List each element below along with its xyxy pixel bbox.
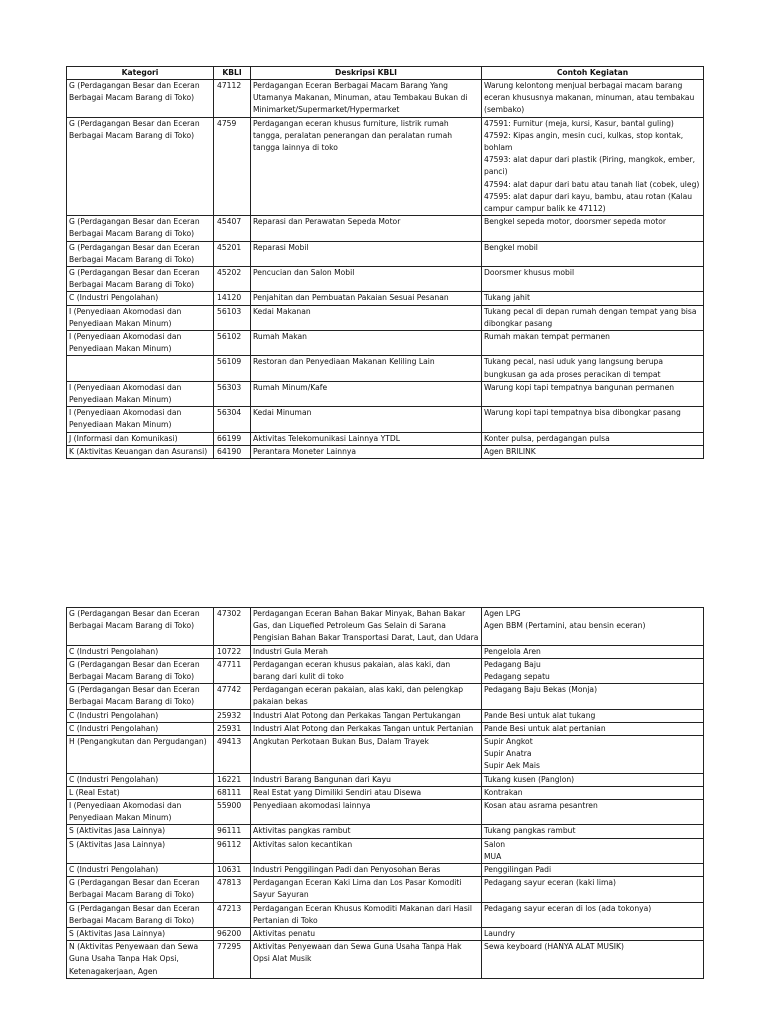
cell-kategori: I (Penyediaan Akomodasi dan Penyediaan Makan Minum) <box>67 305 214 330</box>
table-row <box>67 117 704 216</box>
cell-deskripsi: Perdagangan eceran pakaian, alas kaki, dan pelengkap pakaian bekas <box>251 684 482 709</box>
cell-kategori: I (Penyediaan Akomodasi dan Penyediaan Makan Minum) <box>67 331 214 356</box>
contoh-line: Pedagang sayur eceran (kaki lima) <box>484 878 616 888</box>
cell-kbli: 25932 <box>214 709 251 722</box>
header-contoh: Contoh Kegiatan <box>482 67 704 80</box>
cell-kbli: 4759 <box>214 117 251 216</box>
cell-kategori: L (Real Estat) <box>67 786 214 799</box>
cell-kbli: 47213 <box>214 902 251 927</box>
table-row <box>67 445 704 458</box>
contoh-line: 47595: alat dapur dari kayu, bambu, atau rotan (Kalau campur campur balik ke 47112) <box>484 191 693 214</box>
cell-kbli: 56304 <box>214 407 251 432</box>
table-row <box>67 381 704 406</box>
cell-kategori: H (Pengangkutan dan Pergudangan) <box>67 736 214 774</box>
cell-kategori: K (Aktivitas Keuangan dan Asuransi) <box>67 445 214 458</box>
contoh-line: Rumah makan tempat permanen <box>484 332 610 342</box>
header-kategori: Kategori <box>67 67 214 80</box>
contoh-line: Bengkel sepeda motor, doorsmer sepeda motor <box>484 217 667 227</box>
table-row <box>67 709 704 722</box>
cell-deskripsi: Perdagangan eceran khusus pakaian, alas kaki, dan barang dari kulit di toko <box>251 658 482 683</box>
table-row <box>67 928 704 941</box>
cell-kategori: G (Perdagangan Besar dan Eceran Berbagai Macam Barang di Toko) <box>67 267 214 292</box>
contoh-line: Pengelola Aren <box>484 646 541 656</box>
cell-kbli: 96200 <box>214 928 251 941</box>
cell-kbli: 47813 <box>214 877 251 902</box>
cell-kbli: 55900 <box>214 800 251 825</box>
cell-contoh <box>482 445 704 458</box>
contoh-line: Supir Angkot <box>484 737 533 747</box>
cell-contoh <box>482 941 704 979</box>
cell-kategori: G (Perdagangan Besar dan Eceran Berbagai Macam Barang di Toko) <box>67 658 214 683</box>
cell-kbli: 96112 <box>214 838 251 863</box>
cell-contoh <box>482 825 704 838</box>
cell-kbli: 47302 <box>214 608 251 646</box>
contoh-line: 47591: Furnitur (meja, kursi, Kasur, bantal guling) <box>484 118 674 128</box>
contoh-line: 47592: Kipas angin, mesin cuci, kulkas, stop kontak, bohlam <box>484 130 684 153</box>
cell-kategori: C (Industri Pengolahan) <box>67 645 214 658</box>
contoh-line: Warung kelontong menjual berbagai macam barang eceran khususnya makanan, minuman, atau tembakau (sembako) <box>484 81 695 115</box>
contoh-line: Supir Aek Mais <box>484 761 540 771</box>
cell-deskripsi: Reparasi dan Perawatan Sepeda Motor <box>251 216 482 241</box>
table-row <box>67 267 704 292</box>
cell-kategori: I (Penyediaan Akomodasi dan Penyediaan Makan Minum) <box>67 800 214 825</box>
table-row <box>67 80 704 118</box>
header-kbli: KBLI <box>214 67 251 80</box>
cell-kbli: 47112 <box>214 80 251 118</box>
table-row <box>67 216 704 241</box>
cell-kategori: G (Perdagangan Besar dan Eceran Berbagai Macam Barang di Toko) <box>67 684 214 709</box>
contoh-line: Salon <box>484 839 506 849</box>
contoh-line: Laundry <box>484 929 515 939</box>
cell-deskripsi: Penyediaan akomodasi lainnya <box>251 800 482 825</box>
table-row <box>67 356 704 381</box>
cell-kbli: 77295 <box>214 941 251 979</box>
contoh-line: Warung kopi tapi tempatnya bisa dibongkar pasang <box>484 408 681 418</box>
cell-contoh <box>482 736 704 774</box>
table-row <box>67 407 704 432</box>
cell-contoh <box>482 773 704 786</box>
contoh-line: Tukang kusen (Panglon) <box>484 774 575 784</box>
cell-contoh <box>482 645 704 658</box>
table-row <box>67 941 704 979</box>
cell-kategori: J (Informasi dan Komunikasi) <box>67 432 214 445</box>
cell-deskripsi: Perdagangan Eceran Berbagai Macam Barang Yang Utamanya Makanan, Minuman, atau Tembakau Bukan di Minimarket/Supermarket/Hypermarket <box>251 80 482 118</box>
cell-contoh <box>482 838 704 863</box>
contoh-line: Pedagang Baju Bekas (Monja) <box>484 685 598 695</box>
table-row <box>67 773 704 786</box>
table-row <box>67 645 704 658</box>
cell-contoh <box>482 684 704 709</box>
cell-kategori: I (Penyediaan Akomodasi dan Penyediaan Makan Minum) <box>67 407 214 432</box>
table-row <box>67 292 704 305</box>
cell-contoh <box>482 608 704 646</box>
cell-kategori: S (Aktivitas Jasa Lainnya) <box>67 825 214 838</box>
contoh-line: 47593: alat dapur dari plastik (Piring, mangkok, ember, panci) <box>484 155 696 177</box>
contoh-line: Warung kopi tapi tempatnya bangunan permanen <box>484 382 675 392</box>
table-row <box>67 658 704 683</box>
cell-deskripsi: Rumah Minum/Kafe <box>251 381 482 406</box>
cell-contoh <box>482 117 704 216</box>
table-row <box>67 432 704 445</box>
cell-kbli: 56103 <box>214 305 251 330</box>
cell-kbli: 56102 <box>214 331 251 356</box>
cell-kategori: G (Perdagangan Besar dan Eceran Berbagai Macam Barang di Toko) <box>67 902 214 927</box>
cell-kategori: S (Aktivitas Jasa Lainnya) <box>67 928 214 941</box>
cell-deskripsi: Penjahitan dan Pembuatan Pakaian Sesuai Pesanan <box>251 292 482 305</box>
table-row <box>67 736 704 774</box>
cell-kbli: 14120 <box>214 292 251 305</box>
contoh-line: Tukang pecal di depan rumah dengan tempat yang bisa dibongkar pasang <box>484 306 697 328</box>
cell-kategori: C (Industri Pengolahan) <box>67 722 214 735</box>
contoh-line: Pedagang sayur eceran di los (ada tokonya) <box>484 903 652 913</box>
cell-kategori: G (Perdagangan Besar dan Eceran Berbagai Macam Barang di Toko) <box>67 241 214 266</box>
cell-deskripsi: Perdagangan Eceran Kaki Lima dan Los Pasar Komoditi Sayur Sayuran <box>251 877 482 902</box>
cell-kategori: N (Aktivitas Penyewaan dan Sewa Guna Usaha Tanpa Hak Opsi, Ketenagakerjaan, Agen <box>67 941 214 979</box>
table-row <box>67 877 704 902</box>
table-row <box>67 608 704 646</box>
cell-contoh <box>482 658 704 683</box>
cell-kategori: C (Industri Pengolahan) <box>67 773 214 786</box>
cell-deskripsi: Angkutan Perkotaan Bukan Bus, Dalam Trayek <box>251 736 482 774</box>
cell-contoh <box>482 292 704 305</box>
cell-kbli: 25931 <box>214 722 251 735</box>
cell-contoh <box>482 709 704 722</box>
cell-contoh <box>482 864 704 877</box>
cell-deskripsi: Aktivitas Penyewaan dan Sewa Guna Usaha Tanpa Hak Opsi Alat Musik <box>251 941 482 979</box>
cell-kbli: 45201 <box>214 241 251 266</box>
contoh-line: Penggilingan Padi <box>484 865 552 875</box>
cell-deskripsi: Rumah Makan <box>251 331 482 356</box>
contoh-line: Konter pulsa, perdagangan pulsa <box>484 433 610 443</box>
cell-kategori: G (Perdagangan Besar dan Eceran Berbagai Macam Barang di Toko) <box>67 608 214 646</box>
cell-contoh <box>482 216 704 241</box>
contoh-line: Doorsmer khusus mobil <box>484 268 575 278</box>
table-row <box>67 305 704 330</box>
cell-kategori: S (Aktivitas Jasa Lainnya) <box>67 838 214 863</box>
table-row <box>67 800 704 825</box>
cell-deskripsi: Aktivitas Telekomunikasi Lainnya YTDL <box>251 432 482 445</box>
contoh-line: Bengkel mobil <box>484 242 538 252</box>
cell-deskripsi: Industri Gula Merah <box>251 645 482 658</box>
contoh-line: 47594: alat dapur dari batu atau tanah liat (cobek, uleg) <box>484 179 700 189</box>
cell-contoh <box>482 786 704 799</box>
contoh-line: MUA <box>484 851 502 861</box>
cell-contoh <box>482 356 704 381</box>
contoh-line: Tukang pecal, nasi uduk yang langsung berupa bungkusan ga ada proses peracikan di tempat <box>484 357 664 379</box>
cell-contoh <box>482 432 704 445</box>
contoh-line: Kosan atau asrama pesantren <box>484 801 598 811</box>
cell-kbli: 45407 <box>214 216 251 241</box>
contoh-line: Pedagang sepatu <box>484 672 550 682</box>
cell-kbli: 64190 <box>214 445 251 458</box>
cell-deskripsi: Industri Penggilingan Padi dan Penyosohan Beras <box>251 864 482 877</box>
cell-kbli: 16221 <box>214 773 251 786</box>
cell-kbli: 49413 <box>214 736 251 774</box>
cell-kategori: C (Industri Pengolahan) <box>67 709 214 722</box>
cell-kbli: 45202 <box>214 267 251 292</box>
contoh-line: Agen BBM (Pertamini, atau bensin eceran) <box>484 621 646 631</box>
cell-deskripsi: Kedai Makanan <box>251 305 482 330</box>
cell-contoh <box>482 267 704 292</box>
cell-kategori: I (Penyediaan Akomodasi dan Penyediaan Makan Minum) <box>67 381 214 406</box>
table-row <box>67 786 704 799</box>
cell-kategori: C (Industri Pengolahan) <box>67 292 214 305</box>
contoh-line: Supir Anatra <box>484 749 532 759</box>
cell-kategori: G (Perdagangan Besar dan Eceran Berbagai Macam Barang di Toko) <box>67 877 214 902</box>
cell-kbli: 10722 <box>214 645 251 658</box>
cell-kategori <box>67 356 214 381</box>
table-header-row <box>67 67 704 80</box>
cell-deskripsi: Industri Barang Bangunan dari Kayu <box>251 773 482 786</box>
cell-kbli: 68111 <box>214 786 251 799</box>
cell-deskripsi: Perantara Moneter Lainnya <box>251 445 482 458</box>
cell-kategori: G (Perdagangan Besar dan Eceran Berbagai Macam Barang di Toko) <box>67 216 214 241</box>
contoh-line: Agen LPG <box>484 609 521 618</box>
contoh-line: Tukang pangkas rambut <box>484 826 576 836</box>
cell-kbli: 56303 <box>214 381 251 406</box>
cell-contoh <box>482 331 704 356</box>
cell-deskripsi: Perdagangan Eceran Bahan Bakar Minyak, Bahan Bakar Gas, dan Liquefied Petroleum Gas Selain di Sarana Pengisian Bahan Bakar Transportasi Darat, Laut, dan Udara <box>251 608 482 646</box>
table-row <box>67 241 704 266</box>
cell-kategori: G (Perdagangan Besar dan Eceran Berbagai Macam Barang di Toko) <box>67 80 214 118</box>
table-row <box>67 331 704 356</box>
cell-deskripsi: Aktivitas pangkas rambut <box>251 825 482 838</box>
kbli-table-2 <box>66 607 704 979</box>
cell-contoh <box>482 241 704 266</box>
cell-kbli: 66199 <box>214 432 251 445</box>
cell-contoh <box>482 381 704 406</box>
table-row <box>67 902 704 927</box>
table-row <box>67 864 704 877</box>
contoh-line: Kontrakan <box>484 787 523 797</box>
cell-kbli: 47711 <box>214 658 251 683</box>
cell-contoh <box>482 928 704 941</box>
contoh-line: Pande Besi untuk alat tukang <box>484 710 596 720</box>
cell-deskripsi: Reparasi Mobil <box>251 241 482 266</box>
cell-deskripsi: Aktivitas penatu <box>251 928 482 941</box>
cell-kbli: 47742 <box>214 684 251 709</box>
table-row <box>67 838 704 863</box>
cell-deskripsi: Aktivitas salon kecantikan <box>251 838 482 863</box>
cell-kategori: G (Perdagangan Besar dan Eceran Berbagai Macam Barang di Toko) <box>67 117 214 216</box>
cell-kategori: C (Industri Pengolahan) <box>67 864 214 877</box>
header-deskripsi: Deskripsi KBLI <box>251 67 482 80</box>
cell-contoh <box>482 800 704 825</box>
cell-deskripsi: Restoran dan Penyediaan Makanan Keliling Lain <box>251 356 482 381</box>
table-row <box>67 722 704 735</box>
cell-kbli: 96111 <box>214 825 251 838</box>
contoh-line: Tukang jahit <box>484 293 530 303</box>
contoh-line: Agen BRILINK <box>484 446 536 456</box>
cell-deskripsi: Industri Alat Potong dan Perkakas Tangan Pertukangan <box>251 709 482 722</box>
contoh-line: Pedagang Baju <box>484 659 541 669</box>
cell-contoh <box>482 80 704 118</box>
cell-deskripsi: Pencucian dan Salon Mobil <box>251 267 482 292</box>
cell-contoh <box>482 722 704 735</box>
cell-deskripsi: Industri Alat Potong dan Perkakas Tangan untuk Pertanian <box>251 722 482 735</box>
cell-contoh <box>482 902 704 927</box>
cell-deskripsi: Real Estat yang Dimiliki Sendiri atau Disewa <box>251 786 482 799</box>
contoh-line: Pande Besi untuk alat pertanian <box>484 723 606 733</box>
contoh-line: Sewa keyboard (HANYA ALAT MUSIK) <box>484 942 624 952</box>
cell-kbli: 10631 <box>214 864 251 877</box>
table-row <box>67 684 704 709</box>
cell-deskripsi: Kedai Minuman <box>251 407 482 432</box>
cell-contoh <box>482 877 704 902</box>
cell-contoh <box>482 305 704 330</box>
cell-deskripsi: Perdagangan Eceran Khusus Komoditi Makanan dari Hasil Pertanian di Toko <box>251 902 482 927</box>
cell-kbli: 56109 <box>214 356 251 381</box>
kbli-table-1 <box>66 66 704 459</box>
table-row <box>67 825 704 838</box>
cell-deskripsi: Perdagangan eceran khusus furniture, listrik rumah tangga, peralatan penerangan dan peralatan rumah tangga lainnya di toko <box>251 117 482 216</box>
cell-contoh <box>482 407 704 432</box>
